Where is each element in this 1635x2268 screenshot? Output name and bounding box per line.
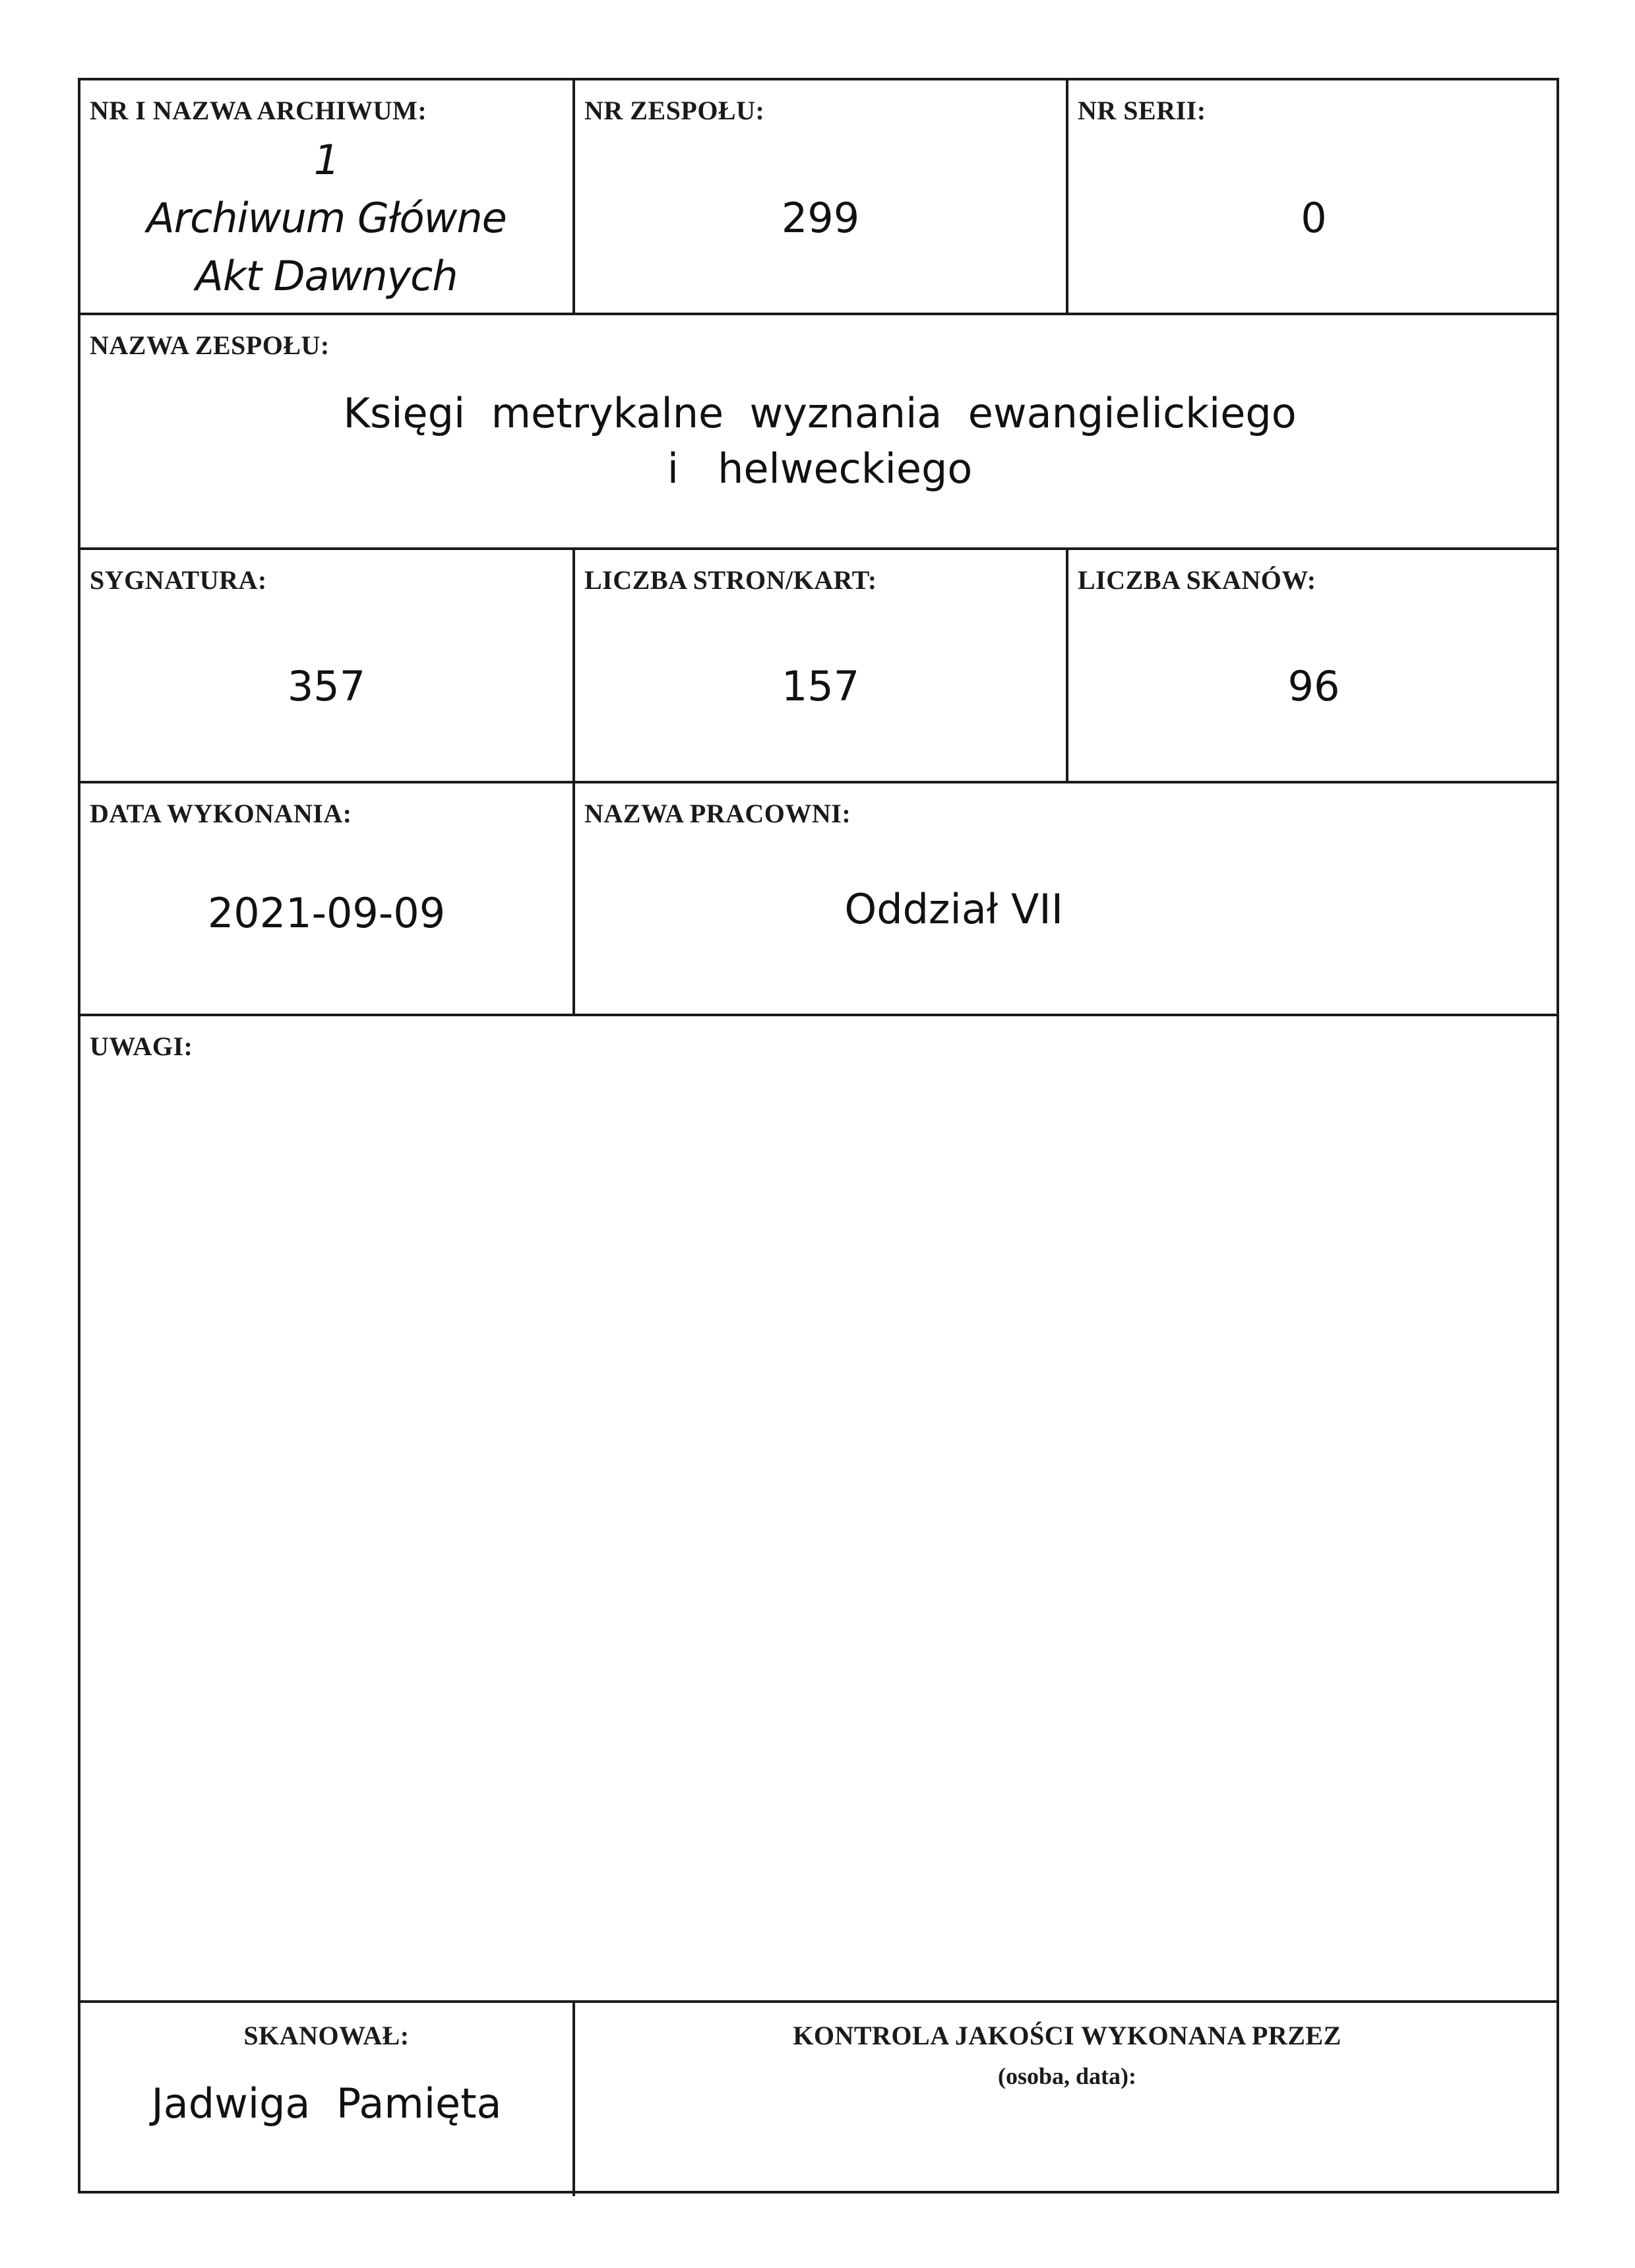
quality-control-sublabel: (osoba, data): — [997, 2063, 1136, 2089]
scanned-by-cell — [80, 2003, 572, 2193]
scans-count-label: LICZBA SKANÓW: — [1078, 565, 1316, 595]
quality-control-label: KONTROLA JAKOŚCI WYKONANA PRZEZ — [793, 2021, 1342, 2050]
remarks-cell — [80, 1016, 1559, 2000]
series-number-label: NR SERII: — [1078, 96, 1206, 125]
signature-value: 357 — [287, 662, 366, 710]
workshop-value: Oddział VII — [844, 885, 1063, 933]
pages-count-value: 157 — [781, 662, 860, 710]
workshop-label: NAZWA PRACOWNI: — [584, 799, 851, 828]
fonds-number-label: NR ZESPOŁU: — [584, 96, 765, 125]
remarks-label: UWAGI: — [90, 1031, 193, 1061]
archive-name-line1: Archiwum Główne — [146, 194, 507, 242]
archive-name-line2: Akt Dawnych — [195, 252, 458, 300]
fonds-name-cell — [80, 315, 1559, 547]
scanned-by-value: Jadwiga Pamięta — [151, 2079, 502, 2128]
series-number-cell — [1068, 80, 1559, 313]
fonds-name-line1: Księgi metrykalne wyznania ewangielickiego — [343, 389, 1297, 437]
scanned-by-label: SKANOWAŁ: — [243, 2021, 410, 2050]
signature-cell — [80, 550, 572, 781]
pages-count-cell — [575, 550, 1066, 781]
workshop-cell — [575, 783, 1559, 1014]
date-cell — [80, 783, 572, 1014]
date-value: 2021-09-09 — [207, 889, 446, 937]
signature-label: SYGNATURA: — [90, 565, 267, 595]
pages-count-label: LICZBA STRON/KART: — [584, 565, 877, 595]
fonds-name-line2: i helweckiego — [667, 444, 973, 493]
series-number-value: 0 — [1301, 194, 1327, 242]
archive-cell — [80, 80, 572, 313]
quality-control-cell — [575, 2003, 1559, 2193]
date-label: DATA WYKONANIA: — [90, 799, 352, 828]
archive-number: 1 — [313, 136, 340, 184]
archive-metadata-form — [78, 78, 1559, 2193]
fonds-number-cell — [575, 80, 1066, 313]
fonds-name-label: NAZWA ZESPOŁU: — [90, 330, 330, 360]
scans-count-cell — [1068, 550, 1559, 781]
scans-count-value: 96 — [1287, 662, 1340, 710]
fonds-number-value: 299 — [781, 194, 860, 242]
archive-label: NR I NAZWA ARCHIWUM: — [90, 96, 427, 125]
